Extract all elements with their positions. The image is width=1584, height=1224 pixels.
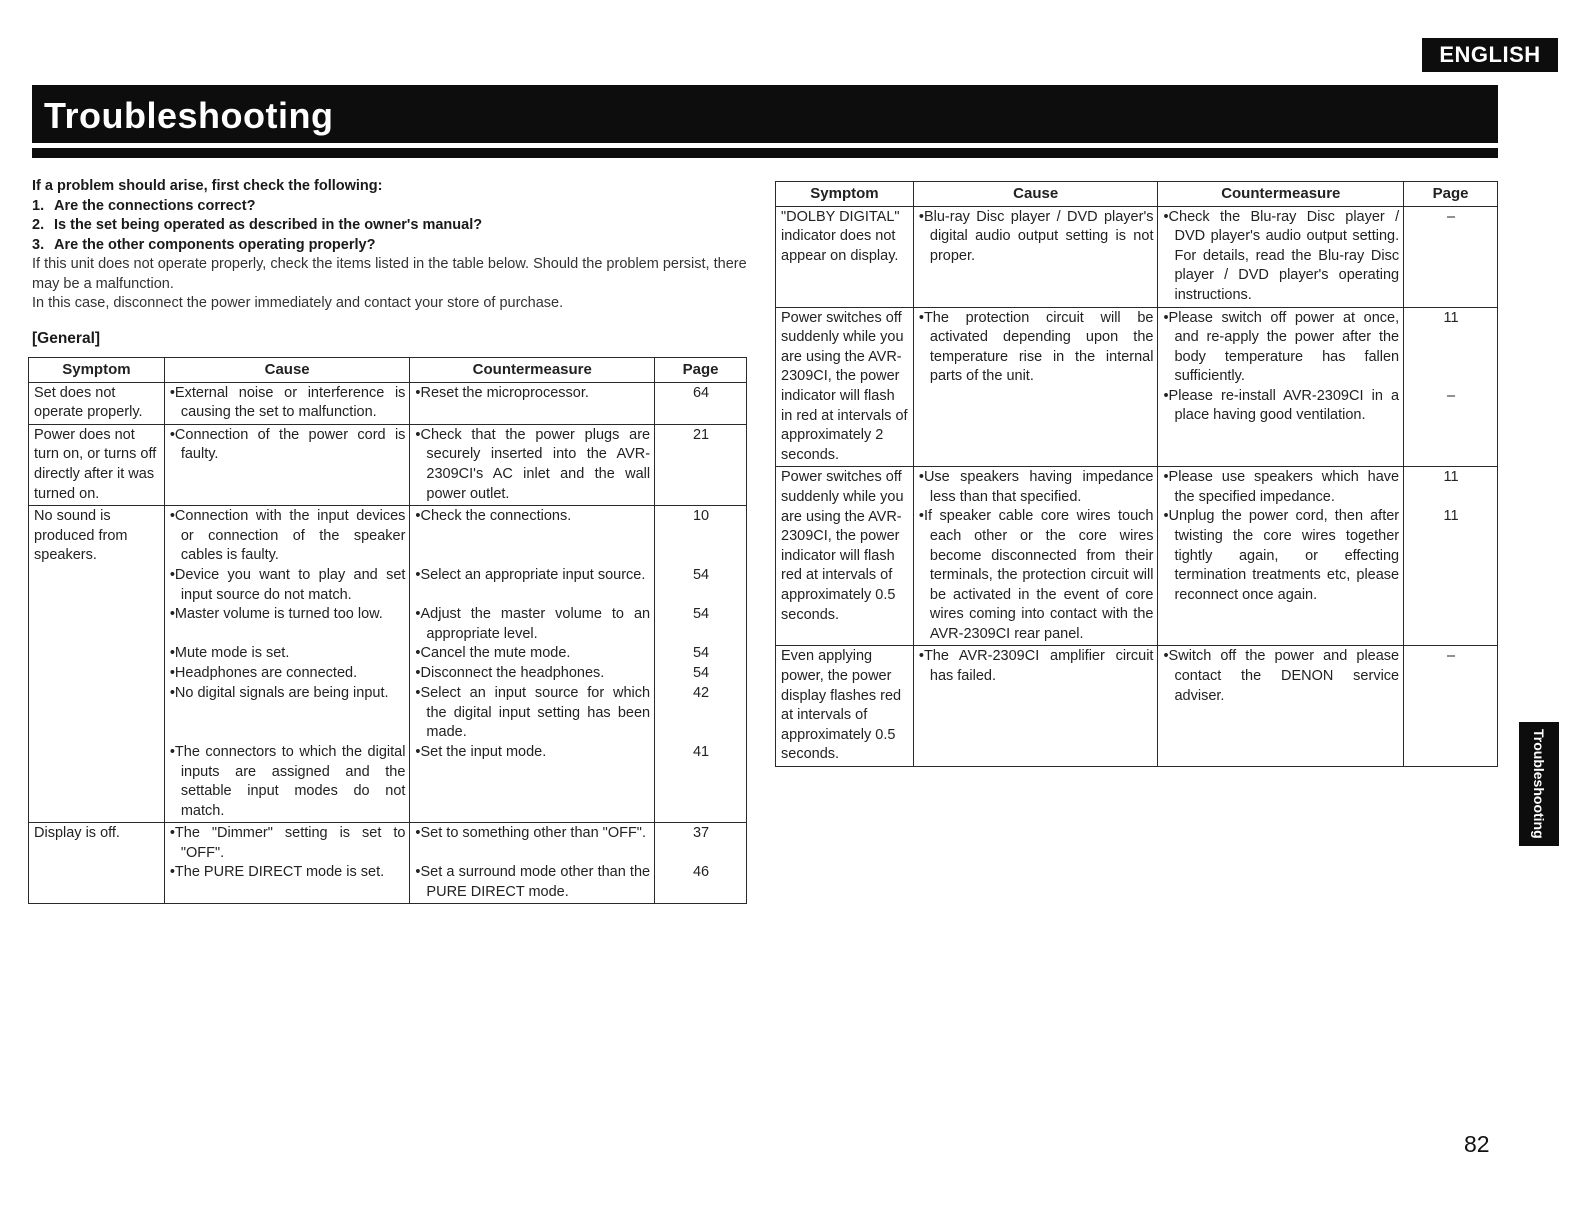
page-number: 82 — [1464, 1131, 1490, 1157]
cause-cell — [164, 382, 410, 424]
countermeasure-text: • Check that the power plugs are securely inserted into the AVR-2309CI's AC inlet and the wall power outlet. — [415, 426, 650, 504]
page-cell — [655, 382, 747, 424]
page-ref: 11 — [1443, 469, 1459, 486]
cause-text: • Blu-ray Disc player / DVD player's digital audio output setting is not proper. — [919, 208, 1154, 267]
cause-text: • Use speakers having impedance less than that specified. — [919, 468, 1154, 507]
page-cell — [1404, 467, 1498, 646]
countermeasure-entry — [415, 507, 650, 566]
table-header-row — [776, 182, 1498, 207]
cause-text: • Connection with the input devices or connection of the speaker cables is faulty. — [170, 507, 406, 566]
side-index-tab: Troubleshooting — [1519, 722, 1559, 846]
cause-text: • The "Dimmer" setting is set to "OFF". — [170, 824, 406, 863]
cause-text: • Mute mode is set. — [170, 644, 406, 664]
title-bar — [32, 85, 1498, 143]
page-cell — [1404, 307, 1498, 467]
page-ref: – — [1447, 648, 1456, 665]
cause-cell — [164, 424, 410, 505]
countermeasure-cell — [1158, 646, 1404, 767]
cause-cell — [164, 506, 410, 823]
symptom-cell: "DOLBY DIGITAL" indicator does not appear on display. — [776, 206, 914, 307]
cause-text: • The protection circuit will be activated depending upon the temperature rise in the internal parts of the unit. — [919, 309, 1154, 387]
section-label: [General] — [32, 330, 101, 347]
countermeasure-cell — [410, 424, 655, 505]
header-symptom: Symptom — [29, 358, 165, 383]
table-body — [776, 206, 1498, 766]
countermeasure-text: • Unplug the power cord, then after twisting the core wires together tightly again, or effecting termination treatments etc, please reconnect once again. — [1163, 507, 1399, 605]
page-ref: 37 — [692, 825, 710, 842]
countermeasure-entry — [415, 743, 650, 821]
table-row — [29, 823, 747, 904]
header-countermeasure: Countermeasure — [1158, 182, 1404, 207]
page-ref: 54 — [692, 606, 710, 623]
countermeasure-entry — [415, 384, 650, 423]
cause-text: • Headphones are connected. — [170, 664, 406, 684]
table-row — [29, 424, 747, 505]
cause-text: • Connection of the power cord is faulty. — [170, 426, 406, 465]
countermeasure-cell — [410, 382, 655, 424]
countermeasure-text: • Switch off the power and please contact the DENON service adviser. — [1163, 647, 1399, 706]
cause-entry — [170, 743, 406, 821]
symptom-cell: Power switches off suddenly while you are using the AVR-2309CI, the power indicator will flash in red at intervals of approximately 2 seconds. — [776, 307, 914, 467]
cause-entry — [170, 384, 406, 423]
header-symptom: Symptom — [776, 182, 914, 207]
cause-entry — [170, 605, 406, 644]
symptom-cell: Power does not turn on, or turns off directly after it was turned on. — [29, 424, 165, 505]
countermeasure-entry — [415, 863, 650, 902]
table-row — [776, 206, 1498, 307]
header-cause: Cause — [913, 182, 1158, 207]
page-cell — [1404, 206, 1498, 307]
cause-entry — [170, 566, 406, 605]
check-item — [32, 197, 757, 217]
table-row — [776, 467, 1498, 646]
countermeasure-text: • Adjust the master volume to an appropriate level. — [415, 605, 650, 644]
intro-note: If this unit does not operate properly, check the items listed in the table below. Should the problem persist, there may be a malfunction. — [32, 256, 747, 292]
check-item — [32, 236, 757, 256]
page-ref: 42 — [692, 685, 710, 702]
countermeasure-entry — [1163, 507, 1399, 644]
header-cause: Cause — [164, 358, 410, 383]
countermeasure-entry — [1163, 468, 1399, 507]
cause-entry — [170, 824, 406, 863]
symptom-cell: Display is off. — [29, 823, 165, 904]
table-row — [776, 307, 1498, 467]
cause-cell — [913, 206, 1158, 307]
page-ref: 54 — [692, 567, 710, 584]
cause-text: • No digital signals are being input. — [170, 684, 406, 704]
cause-cell — [913, 467, 1158, 646]
countermeasure-text: • Set a surround mode other than the PURE DIRECT mode. — [415, 863, 650, 902]
page-ref: 11 — [1443, 309, 1459, 326]
header-page: Page — [1404, 182, 1498, 207]
countermeasure-entry — [1163, 208, 1399, 306]
page-ref: 10 — [692, 508, 710, 525]
page-ref: 46 — [692, 864, 710, 881]
language-tab: ENGLISH — [1422, 38, 1558, 72]
page-ref: 54 — [692, 665, 710, 682]
cause-cell — [913, 646, 1158, 767]
cause-entry — [919, 507, 1154, 644]
countermeasure-text: • Cancel the mute mode. — [415, 644, 650, 664]
countermeasure-entry — [415, 664, 650, 684]
countermeasure-text: • Reset the microprocessor. — [415, 384, 650, 404]
check-num: 2. — [32, 217, 45, 233]
cause-entry — [170, 507, 406, 566]
symptom-cell: Power switches off suddenly while you are using the AVR-2309CI, the power indicator will flash red at intervals of approximately 0.5 seconds. — [776, 467, 914, 646]
countermeasure-text: • Please re-install AVR-2309CI in a place having good ventilation. — [1163, 387, 1399, 426]
cause-text: • The connectors to which the digital inputs are assigned and the settable input modes do not match. — [170, 743, 406, 821]
title-underline — [32, 148, 1498, 158]
header-page: Page — [655, 358, 747, 383]
intro-block — [32, 177, 757, 314]
countermeasure-entry — [415, 644, 650, 664]
cause-entry — [919, 647, 1154, 706]
page-ref: 54 — [692, 645, 710, 662]
countermeasure-text: • Select an input source for which the digital input setting has been made. — [415, 684, 650, 743]
page-ref: 11 — [1443, 508, 1459, 525]
cause-entry — [919, 468, 1154, 507]
page-ref: 41 — [692, 744, 710, 761]
check-num: 3. — [32, 236, 45, 253]
check-text: Are the connections correct? — [54, 197, 256, 214]
cause-text: • External noise or interference is causing the set to malfunction. — [170, 384, 406, 423]
countermeasure-text: • Set the input mode. — [415, 743, 650, 763]
countermeasure-entry — [1163, 387, 1399, 426]
cause-text: • Master volume is turned too low. — [170, 605, 406, 625]
table-body — [29, 382, 747, 904]
cause-cell — [913, 307, 1158, 467]
page-cell — [655, 823, 747, 904]
page-ref: – — [1447, 387, 1456, 404]
countermeasure-cell — [410, 506, 655, 823]
symptom-cell: Even applying power, the power display flashes red at intervals of approximately 0.5 seconds. — [776, 646, 914, 767]
check-text: Are the other components operating properly? — [54, 236, 376, 253]
page-title: Troubleshooting — [44, 95, 334, 136]
cause-entry — [170, 684, 406, 743]
cause-entry — [170, 644, 406, 664]
countermeasure-text: • Please use speakers which have the specified impedance. — [1163, 468, 1399, 507]
countermeasure-cell — [1158, 307, 1404, 467]
header-countermeasure: Countermeasure — [410, 358, 655, 383]
countermeasure-text: • Check the Blu-ray Disc player / DVD player's audio output setting. For details, read the Blu-ray Disc player / DVD player's operating instructions. — [1163, 208, 1399, 306]
table-row — [776, 646, 1498, 767]
check-num: 1. — [32, 197, 45, 214]
cause-text: • Device you want to play and set input source do not match. — [170, 566, 406, 605]
general-troubleshooting-table — [28, 357, 747, 904]
cause-entry — [919, 387, 1154, 426]
intro-note: In this case, disconnect the power immediately and contact your store of purchase. — [32, 295, 564, 311]
countermeasure-cell — [410, 823, 655, 904]
countermeasure-entry — [1163, 309, 1399, 387]
table-row — [29, 506, 747, 823]
countermeasure-entry — [415, 426, 650, 504]
cause-entry — [170, 426, 406, 504]
intro-lead: If a problem should arise, first check the following: — [32, 178, 383, 194]
cause-entry — [170, 863, 406, 902]
countermeasure-text: • Disconnect the headphones. — [415, 664, 650, 684]
cause-entry — [919, 208, 1154, 306]
symptom-cell: Set does not operate properly. — [29, 382, 165, 424]
display-power-troubleshooting-table — [775, 181, 1498, 767]
page-ref: 64 — [692, 384, 710, 401]
symptom-cell: No sound is produced from speakers. — [29, 506, 165, 823]
countermeasure-entry — [415, 605, 650, 644]
page-cell — [655, 424, 747, 505]
cause-entry — [919, 309, 1154, 387]
countermeasure-text: • Set to something other than "OFF". — [415, 824, 650, 844]
check-item — [32, 216, 757, 236]
countermeasure-entry — [1163, 647, 1399, 706]
page-cell — [655, 506, 747, 823]
countermeasure-entry — [415, 566, 650, 605]
cause-entry — [170, 664, 406, 684]
page-cell — [1404, 646, 1498, 767]
page-ref: – — [1447, 208, 1456, 225]
table-header-row — [29, 358, 747, 383]
countermeasure-text: • Check the connections. — [415, 507, 650, 527]
cause-text: • The AVR-2309CI amplifier circuit has failed. — [919, 647, 1154, 686]
countermeasure-text: • Select an appropriate input source. — [415, 566, 650, 586]
countermeasure-entry — [415, 824, 650, 863]
check-text: Is the set being operated as described in the owner's manual? — [54, 217, 483, 233]
countermeasure-text: • Please switch off power at once, and re-apply the power after the body temperature has fallen sufficiently. — [1163, 309, 1399, 387]
countermeasure-cell — [1158, 206, 1404, 307]
cause-text: • The PURE DIRECT mode is set. — [170, 863, 406, 883]
page-ref: 21 — [692, 426, 710, 443]
countermeasure-cell — [1158, 467, 1404, 646]
cause-cell — [164, 823, 410, 904]
cause-text: • If speaker cable core wires touch each other or the core wires become disconnected from their terminals, the protection circuit will be activated in the event of core wires coming into contact with the AVR-2309CI rear panel. — [919, 507, 1154, 644]
countermeasure-entry — [415, 684, 650, 743]
table-row — [29, 382, 747, 424]
